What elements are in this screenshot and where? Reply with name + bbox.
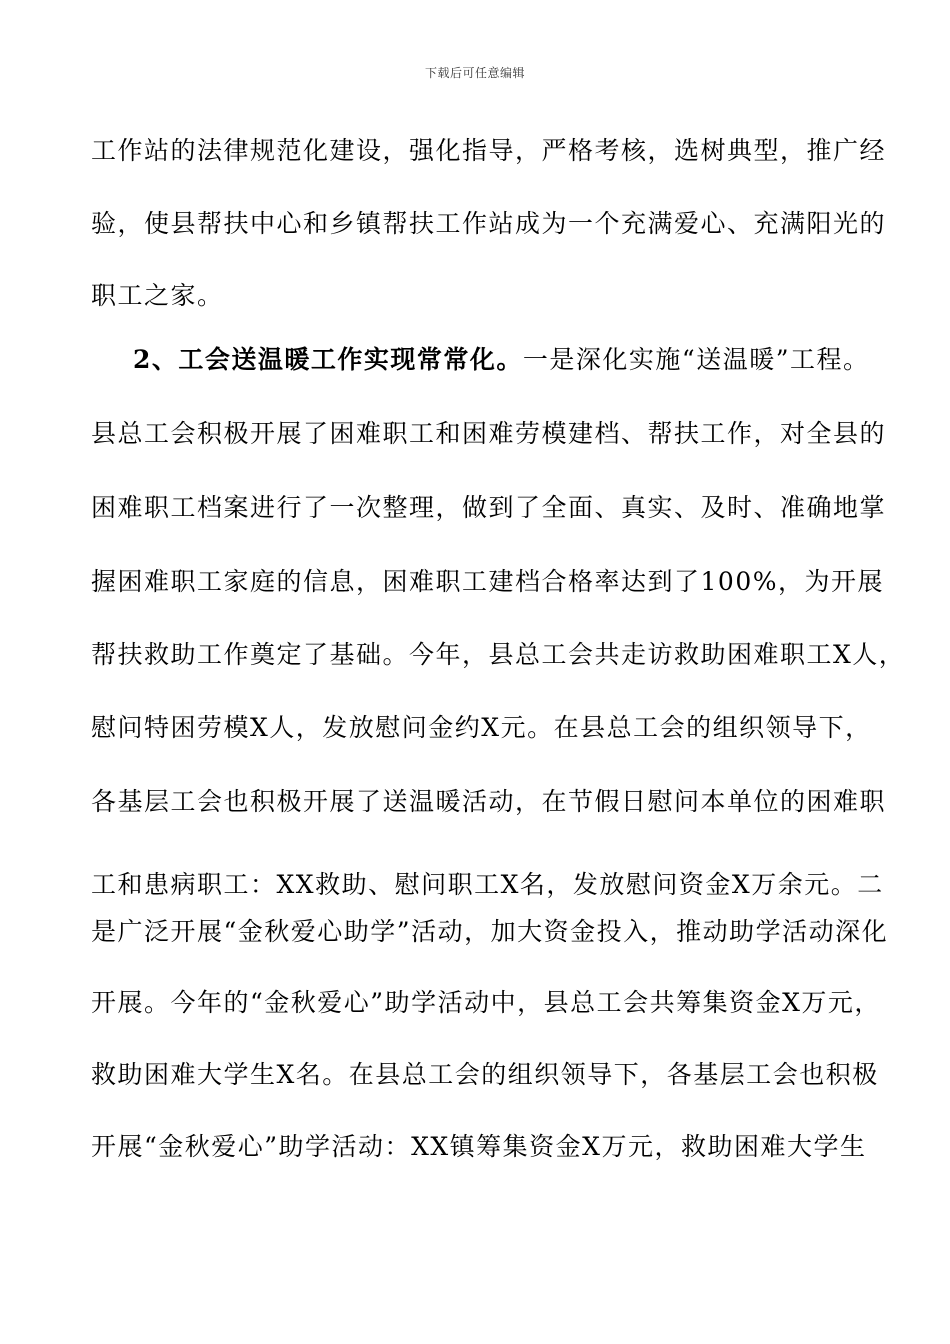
body-line: 县总工会积极开展了困难职工和困难劳模建档、帮扶工作，对全县的 (91, 419, 887, 448)
body-line: 是广泛开展“金秋爱心助学”活动，加大资金投入，推动助学活动深化 (91, 917, 889, 946)
body-line: 职工之家。 (91, 281, 224, 310)
body-line: 验，使县帮扶中心和乡镇帮扶工作站成为一个充满爱心、充满阳光的 (91, 209, 887, 238)
body-line: 帮扶救助工作奠定了基础。今年，县总工会共走访救助困难职工X人， (91, 640, 906, 669)
body-line: 困难职工档案进行了一次整理，做到了全面、真实、及时、准确地掌 (91, 493, 887, 522)
body-text: 一是深化实施“送温暖”工程。 (522, 345, 870, 374)
body-line: 慰问特困劳模X人，发放慰问金约X元。在县总工会的组织领导下， (91, 713, 872, 742)
section-heading-line (133, 344, 913, 376)
body-line: 各基层工会也积极开展了送温暖活动，在节假日慰问本单位的困难职 (91, 787, 887, 816)
page-header: 下载后可任意编辑 (424, 66, 525, 80)
body-line: 救助困难大学生X名。在县总工会的组织领导下，各基层工会也积极 (91, 1060, 879, 1089)
body-line: 开展。今年的“金秋爱心”助学活动中，县总工会共筹集资金X万元， (91, 988, 881, 1017)
body-line: 工作站的法律规范化建设，强化指导，严格考核，选树典型，推广经 (91, 136, 887, 165)
body-line: 工和患病职工：XX救助、慰问职工X名，发放慰问资金X万余元。二 (91, 870, 884, 899)
body-line: 开展“金秋爱心”助学活动：XX镇筹集资金X万元，救助困难大学生 (91, 1132, 867, 1161)
body-line: 握困难职工家庭的信息，困难职工建档合格率达到了100%，为开展 (91, 567, 884, 596)
section-heading: 2、工会送温暖工作实现常常化。 (133, 345, 523, 374)
